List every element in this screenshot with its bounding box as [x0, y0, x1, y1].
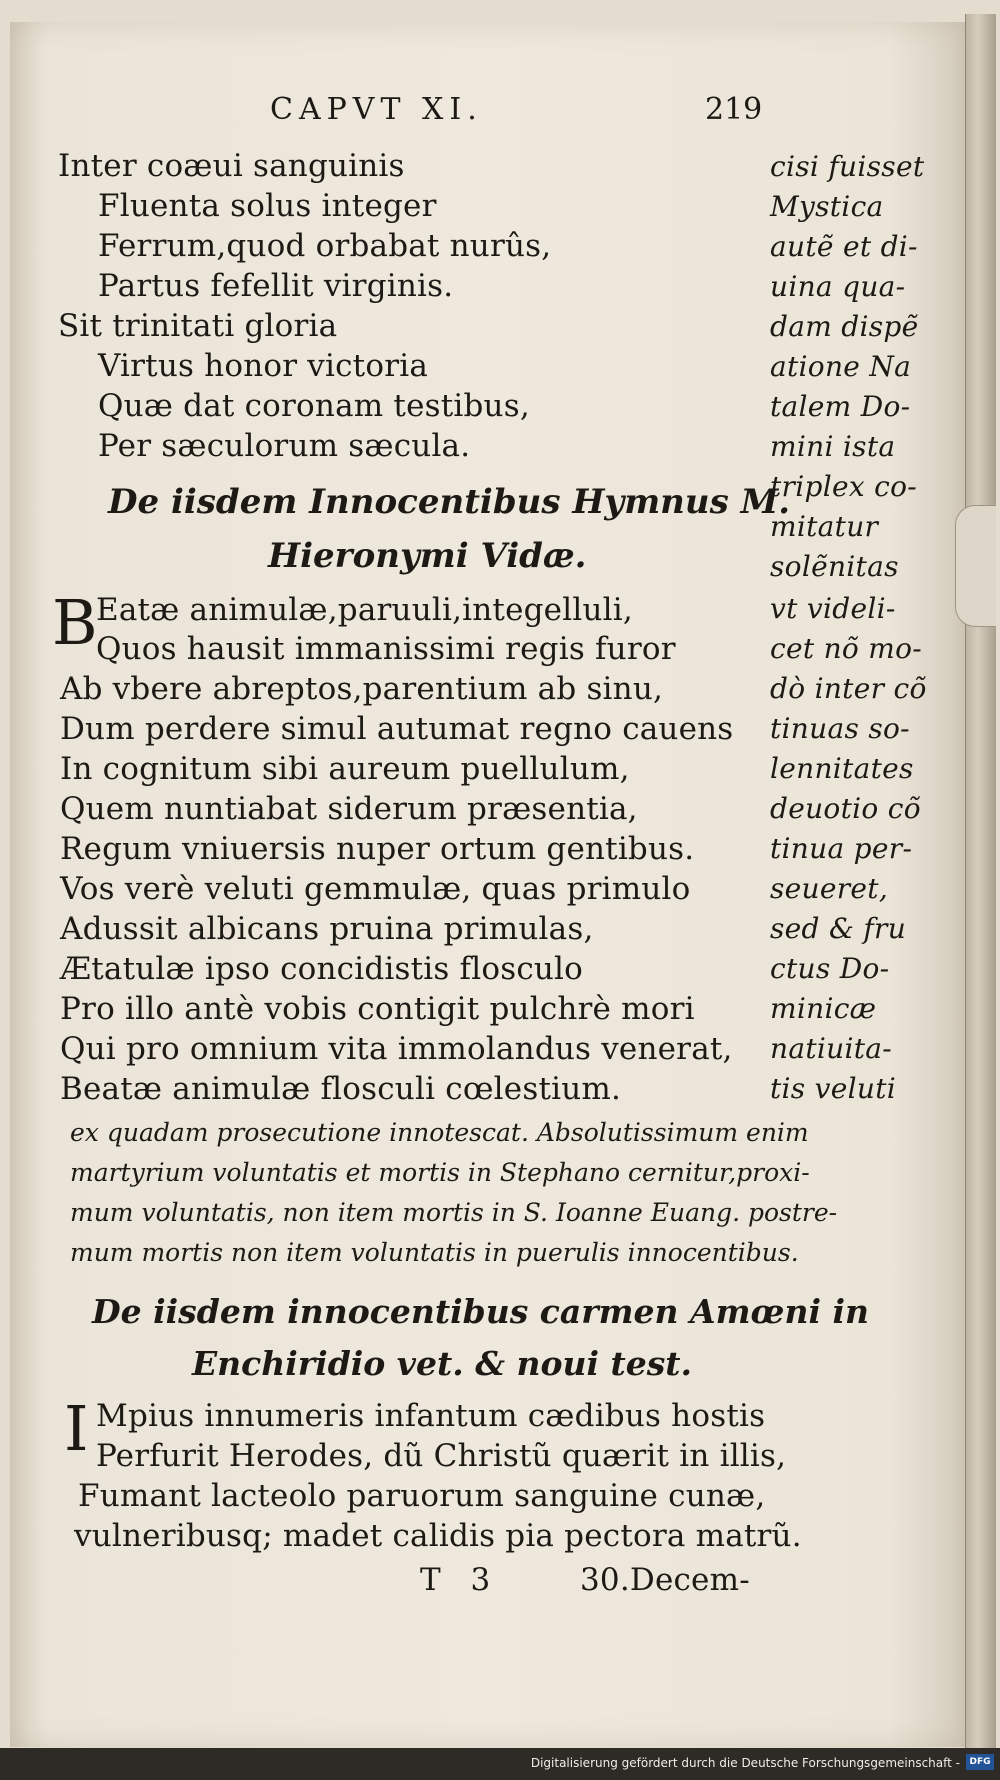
hymn-line: Ferrum,quod orbabat nurûs,: [98, 228, 552, 264]
margin-note-line: Mystica: [770, 190, 884, 223]
footer-credit: Digitalisierung gefördert durch die Deutsche Forschungsgemeinschaft -: [530, 1756, 960, 1770]
margin-note-line: atione Na: [770, 350, 912, 383]
poem-line: Mpius innumeris infantum cædibus hostis: [96, 1398, 766, 1434]
prose-line: martyrium voluntatis et mortis in Stephano cernitur,proxi-: [70, 1158, 810, 1187]
poem-line: In cognitum sibi aureum puellulum,: [60, 751, 630, 787]
section-heading: De iisdem Innocentibus Hymnus M.: [108, 482, 791, 522]
poem-line: Pro illo antè vobis contigit pulchrè mori: [60, 991, 695, 1027]
poem-line: Fumant lacteolo paruorum sanguine cunæ,: [78, 1478, 766, 1514]
margin-note-line: solẽnitas: [770, 550, 899, 583]
running-title: CAPVT XI.: [270, 92, 483, 127]
section-heading: Hieronymi Vidæ.: [268, 536, 587, 576]
section-heading: De iisdem innocentibus carmen Amœni in: [92, 1292, 869, 1331]
section-heading: Enchiridio vet. & noui test.: [192, 1344, 693, 1383]
margin-note-line: uina qua-: [770, 270, 906, 303]
margin-note-line: deuotio cõ: [770, 792, 921, 825]
catchword: 30.Decem-: [580, 1562, 750, 1598]
hymn-line: Partus fefellit virginis.: [98, 268, 454, 304]
poem-line: Beatæ animulæ flosculi cœlestium.: [60, 1071, 622, 1107]
prose-line: mum voluntatis, non item mortis in S. Ioanne Euang. postre-: [70, 1198, 838, 1227]
margin-note-line: seueret,: [770, 872, 889, 905]
poem-line: Ab vbere abreptos,parentium ab sinu,: [60, 671, 664, 707]
hymn-line: Inter coæui sanguinis: [58, 148, 405, 184]
margin-note-line: vt videli-: [770, 592, 896, 625]
dfg-logo: DFG: [966, 1754, 994, 1770]
signature-mark: T 3: [420, 1562, 501, 1598]
prose-line: ex quadam prosecutione innotescat. Absolutissimum enim: [70, 1118, 809, 1147]
margin-note-line: cet nõ mo-: [770, 632, 923, 665]
poem-line: Dum perdere simul autumat regno cauens: [60, 711, 734, 747]
page-number: 219: [705, 92, 763, 127]
margin-note-line: dam dispẽ: [770, 310, 919, 343]
page-edge: [965, 14, 996, 1749]
poem-line: vulneribusq; madet calidis pia pectora matrũ.: [74, 1518, 802, 1554]
poem-line: Adussit albicans pruina primulas,: [60, 911, 594, 947]
margin-note-line: tis veluti: [770, 1072, 897, 1105]
margin-note-line: tinua per-: [770, 832, 913, 865]
poem-line: Regum vniuersis nuper ortum gentibus.: [60, 831, 695, 867]
margin-note-line: talem Do-: [770, 390, 911, 423]
drop-initial: I: [64, 1392, 89, 1465]
margin-note-line: natiuita-: [770, 1032, 893, 1065]
poem-line: Quos hausit immanissimi regis furor: [96, 631, 676, 667]
poem-line: Perfurit Herodes, dũ Christũ quærit in illis,: [96, 1438, 787, 1474]
poem-line: Eatæ animulæ,paruuli,integelluli,: [96, 592, 633, 628]
poem-line: Ætatulæ ipso concidistis flosculo: [60, 951, 584, 987]
poem-line: Vos verè veluti gemmulæ, quas primulo: [60, 871, 691, 907]
page-tab: [955, 505, 996, 627]
margin-note-line: ctus Do-: [770, 952, 890, 985]
margin-note-line: tinuas so-: [770, 712, 910, 745]
margin-note-line: cisi fuisset: [770, 150, 925, 183]
poem-line: Qui pro omnium vita immolandus venerat,: [60, 1031, 733, 1067]
hymn-line: Fluenta solus integer: [98, 188, 437, 224]
margin-note-line: mini ista: [770, 430, 896, 463]
margin-note-line: autẽ et di-: [770, 230, 918, 263]
hymn-line: Quæ dat coronam testibus,: [98, 388, 530, 424]
drop-initial: B: [52, 586, 98, 659]
margin-note-line: sed & fru: [770, 912, 907, 945]
hymn-line: Sit trinitati gloria: [58, 308, 338, 344]
margin-note-line: minicæ: [770, 992, 877, 1025]
margin-note-line: dò inter cõ: [770, 672, 927, 705]
margin-note-line: lennitates: [770, 752, 914, 785]
poem-line: Quem nuntiabat siderum præsentia,: [60, 791, 638, 827]
prose-line: mum mortis non item voluntatis in puerulis innocentibus.: [70, 1238, 799, 1267]
margin-note-line: mitatur: [770, 510, 879, 543]
margin-note-line: triplex co-: [770, 470, 918, 503]
hymn-line: Per sæculorum sæcula.: [98, 428, 471, 464]
hymn-line: Virtus honor victoria: [98, 348, 429, 384]
